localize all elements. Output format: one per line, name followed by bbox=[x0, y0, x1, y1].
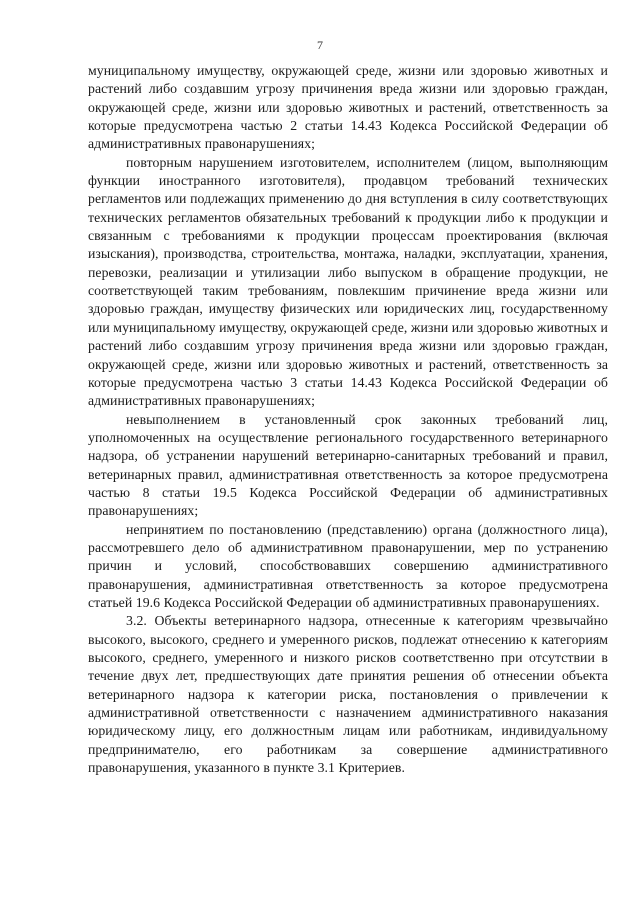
paragraph-non-fulfillment: невыполнением в установленный срок законных требований лиц, уполномоченных на осуществление регионального государственного ветеринарного надзора, об устранении нарушений ветеринарно-санитарных требований и правил, ветеринарных правил, административная ответственность за которое предусмотрена частью 8 статьи 19.5 Кодекса Российской Федерации об административных правонарушениях; bbox=[88, 411, 608, 519]
document-body bbox=[88, 62, 608, 777]
paragraph-repeated-violation: повторным нарушением изготовителем, исполнителем (лицом, выполняющим функции иностранного изготовителя), продавцом требований технических регламентов или подлежащих применению до дня вступления в силу соответствующих технических регламентов обязательных требований к продукции либо к продукции и связанным с требованиями к продукции процессам проектирования (включая изыскания), производства, строительства, монтажа, наладки, эксплуатации, хранения, перевозки, реализации и утилизации либо выпуском в обращение продукции, не соответствующей таким требованиям, повлекшим причинение вреда жизни или здоровью граждан, имуществу физических или юридических лиц, государственному или муниципальному имуществу, окружающей среде, жизни или здоровью животных и растений либо создавшим угрозу причинения вреда жизни или здоровью граждан, окружающей среде, жизни или здоровью животных и растений, ответственность за которые предусмотрена частью 3 статьи 14.43 Кодекса Российской Федерации об административных правонарушениях; bbox=[88, 154, 608, 409]
paragraph-section-3-2: 3.2. Объекты ветеринарного надзора, отнесенные к категориям чрезвычайно высокого, высокого, среднего и умеренного рисков, подлежат отнесению к категориям высокого, среднего, умеренного и низкого рисков соответственно при отсутствии в течение двух лет, предшествующих дате принятия решения об отнесении объекта ветеринарного надзора к категории риска, постановления о привлечении к административной ответственности с назначением административного наказания юридическому лицу, его должностным лицам или работникам, индивидуальному предпринимателю, его работникам за совершение административного правонарушения, указанного в пункте 3.1 Критериев. bbox=[88, 613, 608, 776]
paragraph-non-acceptance: непринятием по постановлению (представлению) органа (должностного лица), рассмотревшего дело об административном правонарушении, мер по устранению причин и условий, способствовавших совершению административного правонарушения, административная ответственность за которое предусмотрена статьей 19.6 Кодекса Российской Федерации об административных правонарушениях. bbox=[88, 521, 608, 610]
page-number: 7 bbox=[317, 38, 323, 52]
paragraph-continuation: муниципальному имуществу, окружающей среде, жизни или здоровью животных и растений либо создавшим угрозу причинения вреда жизни или здоровью граждан, окружающей среде, жизни или здоровью животных и растений, ответственность за которые предусмотрена частью 2 статьи 14.43 Кодекса Российской Федерации об административных правонарушениях; bbox=[88, 63, 608, 152]
